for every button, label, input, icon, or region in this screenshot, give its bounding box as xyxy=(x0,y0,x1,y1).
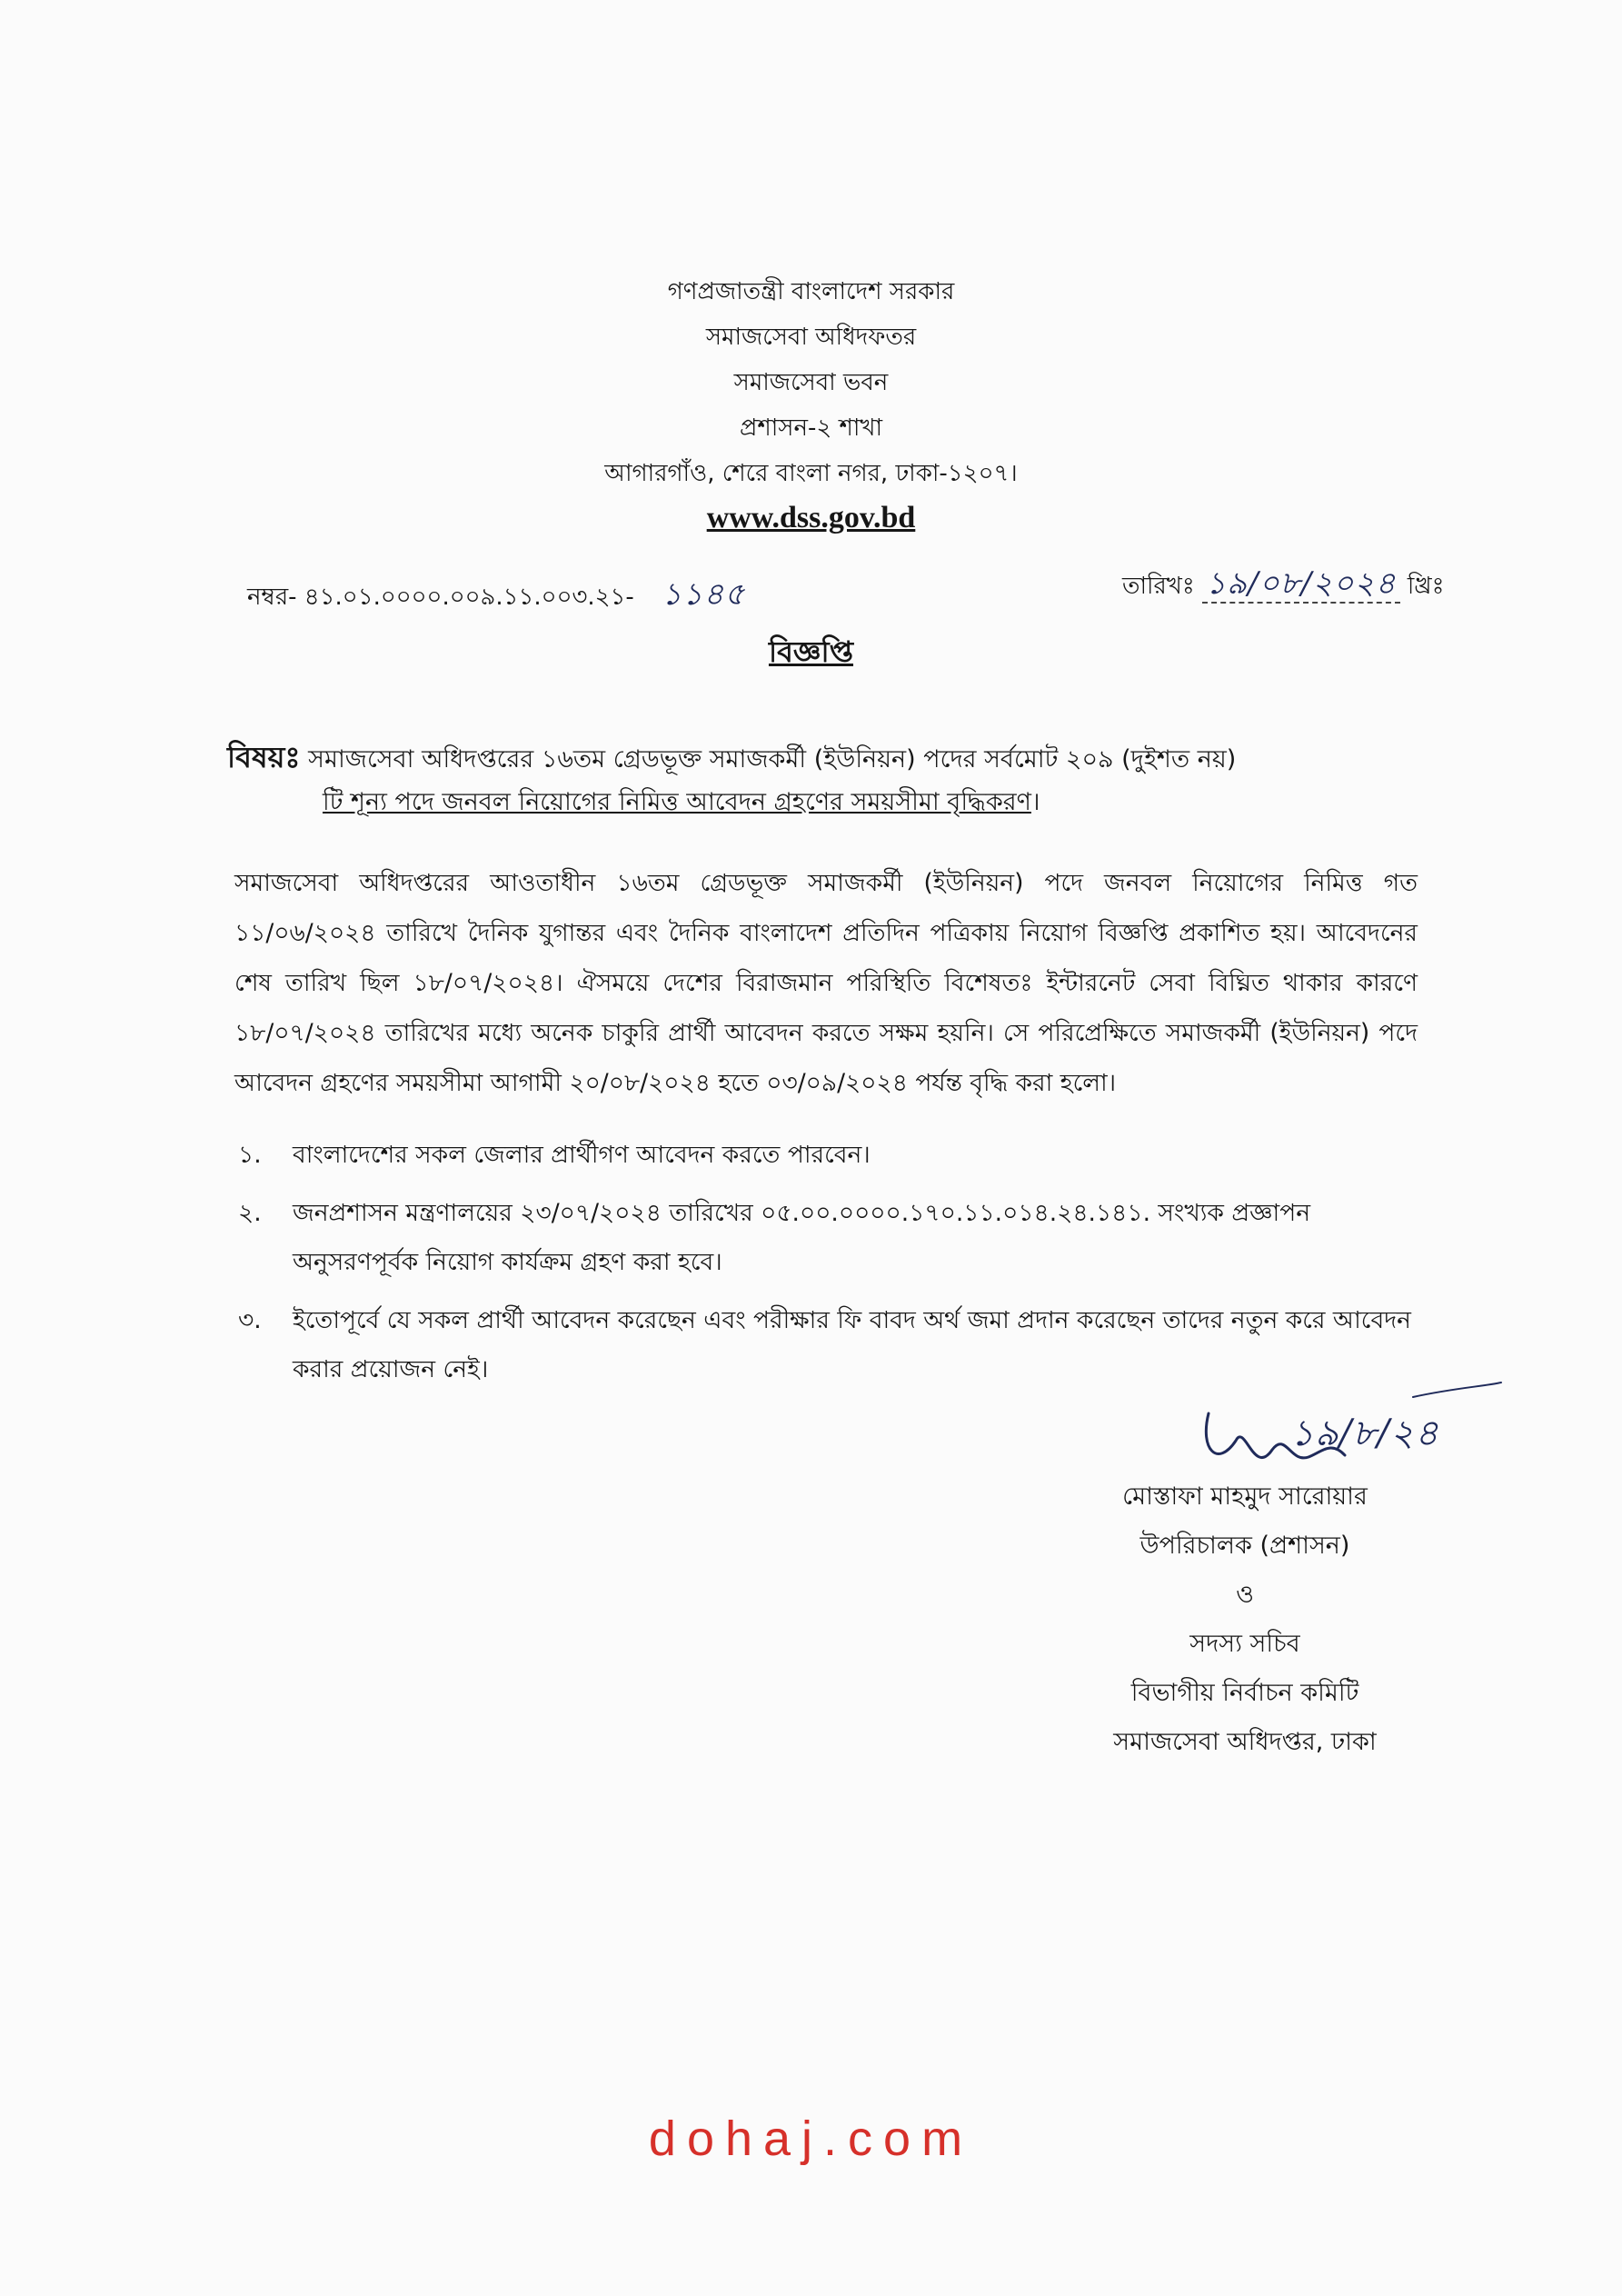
list-item xyxy=(238,1131,1419,1180)
list-item-number: ২. xyxy=(238,1199,262,1227)
date-label: তারিখঃ xyxy=(1122,573,1195,600)
office-address: আগারগাঁও, শেরে বাংলা নগর, ঢাকা-১২০৭। xyxy=(604,460,1018,487)
subject-label: বিষয়ঃ xyxy=(227,740,301,774)
memo-label: নম্বর- ৪১.০১.০০০০.০০৯.১১.০০৩.২১- xyxy=(247,584,634,611)
body-paragraph: সমাজসেবা অধিদপ্তরের আওতাধীন ১৬তম গ্রেডভূক্ত সমাজকর্মী (ইউনিয়ন) পদে জনবল নিয়োগের নিমিত্ত গত ১১/০৬/২০২৪ তারিখে দৈনিক যুগান্তর এবং দৈনিক বাংলাদেশ প্রতিদিন পত্রিকায় নিয়োগ বিজ্ঞপ্তি প্রকাশিত হয়। আবেদনের শেষ তারিখ ছিল ১৮/০৭/২০২৪। ঐসময়ে দেশের বিরাজমান পরিস্থিতি বিশেষতঃ ইন্টারনেট সেবা বিঘ্নিত থাকার কারণে ১৮/০৭/২০২৪ তারিখের মধ্যে অনেক চাকুরি প্রার্থী আবেদন করতে সক্ষম হয়নি। সে পরিপ্রেক্ষিতে সমাজকর্মী (ইউনিয়ন) পদে আবেদন গ্রহণের সময়সীমা আগামী ২০/০৮/২০২৪ হতে ০৩/০৯/২০২৪ পর্যন্ত বৃদ্ধি করা হলো। xyxy=(234,869,1418,1097)
date-row xyxy=(1122,560,1445,612)
building-name: সমাজসেবা ভবন xyxy=(733,369,889,396)
signatory-name: মোস্তাফা মাহমুদ সারোয়ার xyxy=(1122,1482,1368,1511)
list-item xyxy=(238,1189,1419,1287)
subject-end: । xyxy=(1030,788,1040,816)
signature-block xyxy=(1054,1472,1436,1767)
memo-number-handwritten: ১১৪৫ xyxy=(662,576,746,613)
memo-number-row xyxy=(247,571,745,623)
subject-text-2: টি শূন্য পদে জনবল নিয়োগের নিমিত্ত আবেদন গ্রহণের সময়সীমা বৃদ্ধিকরণ xyxy=(323,788,1031,816)
signatory-office: সমাজসেবা অধিদপ্তর, ঢাকা xyxy=(1113,1728,1377,1756)
notice-list xyxy=(238,1131,1419,1394)
watermark-footer: dohaj.com xyxy=(648,2111,974,2166)
branch-name: প্রশাসন-২ শাখা xyxy=(739,414,883,442)
signatory-committee: বিভাগীয় নির্বাচন কমিটি xyxy=(1130,1679,1359,1707)
subject-text-1: সমাজসেবা অধিদপ্তরের ১৬তম গ্রেডভূক্ত সমাজকর্মী (ইউনিয়ন) পদের সর্বমোট ২০৯ (দুইশত নয়) xyxy=(308,745,1237,774)
website-link[interactable]: www.dss.gov.bd xyxy=(706,501,916,534)
notice-title: বিজ্ঞপ্তি xyxy=(768,634,854,669)
date-suffix: খ্রিঃ xyxy=(1407,573,1445,600)
list-item-number: ৩. xyxy=(238,1306,262,1334)
signature-date-handwritten: ১৯/৮/২৪ xyxy=(1290,1413,1439,1454)
signatory-and: ও xyxy=(1236,1581,1254,1609)
list-item-number: ১. xyxy=(238,1141,262,1169)
subject-line-2 xyxy=(323,780,1427,825)
signatory-role: সদস্য সচিব xyxy=(1189,1630,1300,1658)
list-item-text: জনপ্রশাসন মন্ত্রণালয়ের ২৩/০৭/২০২৪ তারিখের ০৫.০০.০০০০.১৭০.১১.০১৪.২৪.১৪১. সংখ্যক প্রজ্ঞাপন অনুসরণপূর্বক নিয়োগ কার্যক্রম গ্রহণ করা হবে। xyxy=(293,1199,1311,1276)
signatory-designation: উপরিচালক (প্রশাসন) xyxy=(1139,1532,1350,1560)
list-item-text: ইতোপূর্বে যে সকল প্রার্থী আবেদন করেছেন এবং পরীক্ষার ফি বাবদ অর্থ জমা প্রদান করেছেন তাদের নতুন করে আবেদন করার প্রয়োজন নেই। xyxy=(293,1306,1411,1383)
date-handwritten: ১৯/০৮/২০২৪ xyxy=(1202,565,1400,604)
department-name: সমাজসেবা অধিদফতর xyxy=(705,324,917,351)
list-item-text: বাংলাদেশের সকল জেলার প্রার্থীগণ আবেদন করতে পারবেন। xyxy=(293,1141,871,1169)
gov-name: গণপ্রজাতন্ত্রী বাংলাদেশ সরকার xyxy=(667,278,955,305)
subject-line-1 xyxy=(227,734,1427,783)
